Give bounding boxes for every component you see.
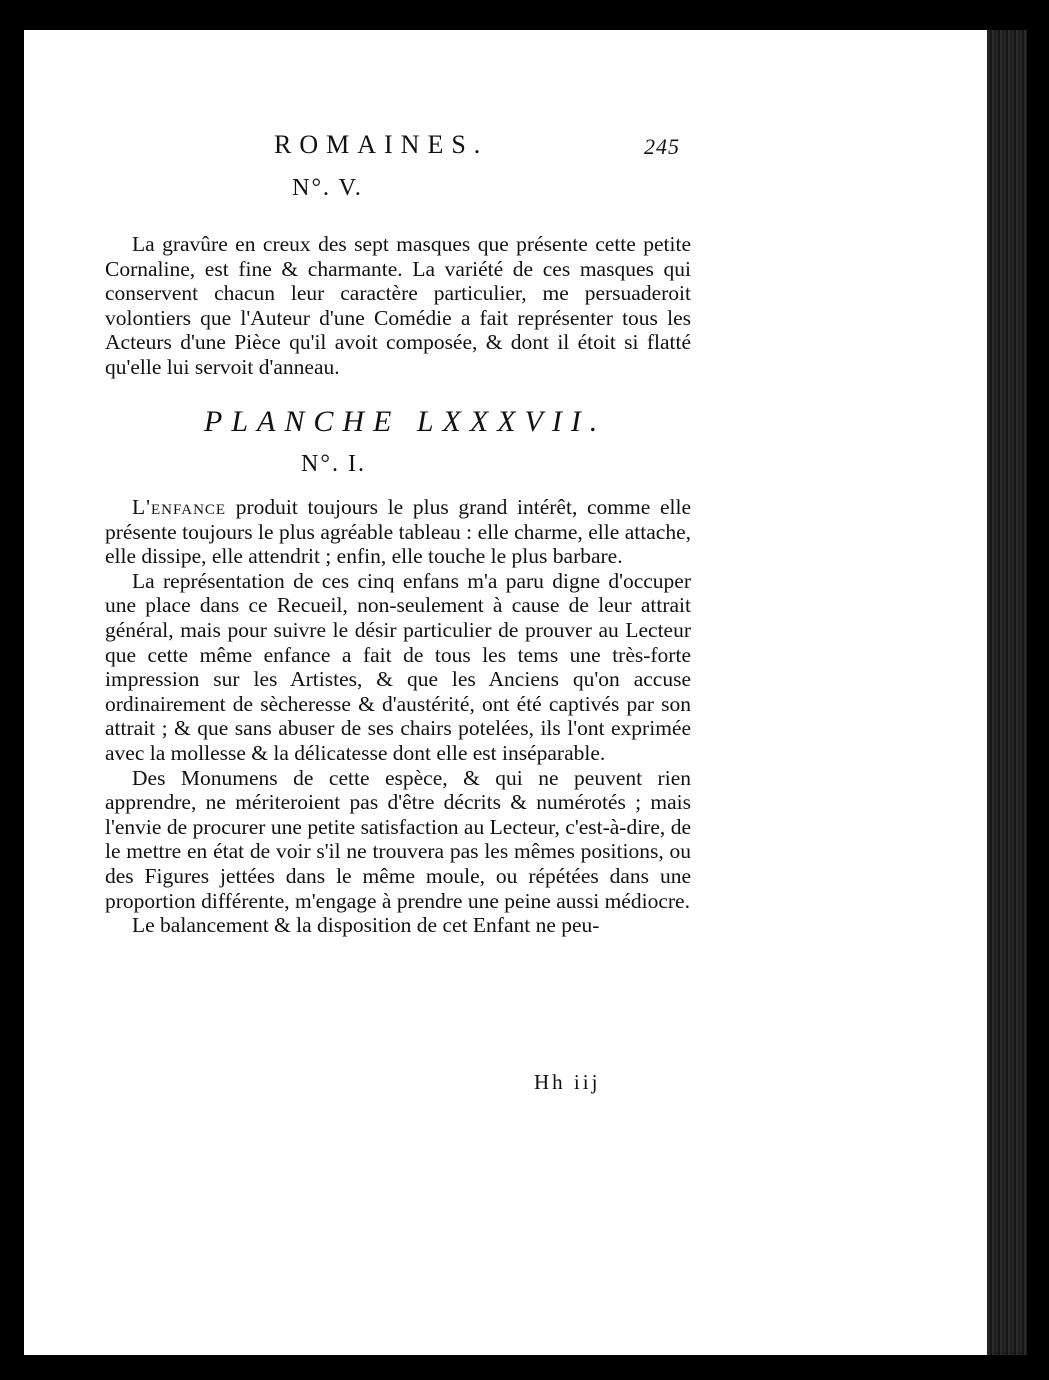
signature-mark: Hh iij bbox=[534, 1070, 601, 1094]
paragraph-1 bbox=[105, 495, 691, 569]
page-header bbox=[24, 130, 987, 170]
paragraph: La gravûre en creux des sept masques que présente cette petite Cornaline, est fine & charmante. La variété de ces masques qui conservent chacun leur caractère particulier, me persuaderoit volontiers que l'Auteur d'une Comédie a fait représenter tous les Acteurs d'une Pièce qu'il avoit composée, & dont il étoit si flatté qu'elle lui servoit d'anneau. bbox=[105, 232, 691, 379]
section-i-text bbox=[105, 495, 691, 938]
paragraph-4: Le balancement & la disposition de cet Enfant ne peu- bbox=[132, 913, 600, 938]
book-page bbox=[24, 30, 987, 1355]
section-v-text bbox=[105, 232, 691, 380]
paragraph-body: produit toujours le plus grand intérêt, comme elle présente toujours le plus agréable tableau : elle charme, elle attache, elle dissipe, elle attendrit ; enfin, elle touche le plus barbare. bbox=[105, 495, 691, 569]
page-number: 245 bbox=[644, 134, 680, 159]
paragraph-3: Des Monumens de cette espèce, & qui ne peuvent rien apprendre, ne mériteroient pas d'être décrits & numérotés ; mais l'envie de procurer une petite satisfaction au Lecteur, c'est-à-dire, de le mettre en état de voir s'il ne trouvera pas les mêmes positions, ou des Figures jettées dans le même moule, ou répétées dans une proportion différente, m'engage à prendre une peine aussi médiocre. bbox=[105, 765, 691, 913]
section-number-v: N°. V. bbox=[292, 175, 363, 201]
section-number-i: N°. I. bbox=[301, 451, 366, 477]
running-head: ROMAINES. bbox=[274, 130, 489, 159]
page-edge-shadow bbox=[987, 30, 1027, 1355]
paragraph-2: La représentation de ces cinq enfans m'a paru digne d'occuper une place dans ce Recueil, non-seulement à cause de leur attrait général, mais pour suivre le désir particulier de prouver au Lecteur que cette même enfance a fait de tous les tems une très-forte impression sur les Artistes, & que les Anciens qu'on accuse ordinairement de sècheresse & d'austérité, ont été captivés par son attrait ; & que sans abuser de ses chairs potelées, ils l'ont exprimée avec la mollesse & la délicatesse dont elle est inséparable. bbox=[105, 568, 691, 765]
plate-title: PLANCHE LXXXVII. bbox=[204, 405, 607, 438]
paragraph-lead: L'enfance bbox=[132, 495, 227, 519]
